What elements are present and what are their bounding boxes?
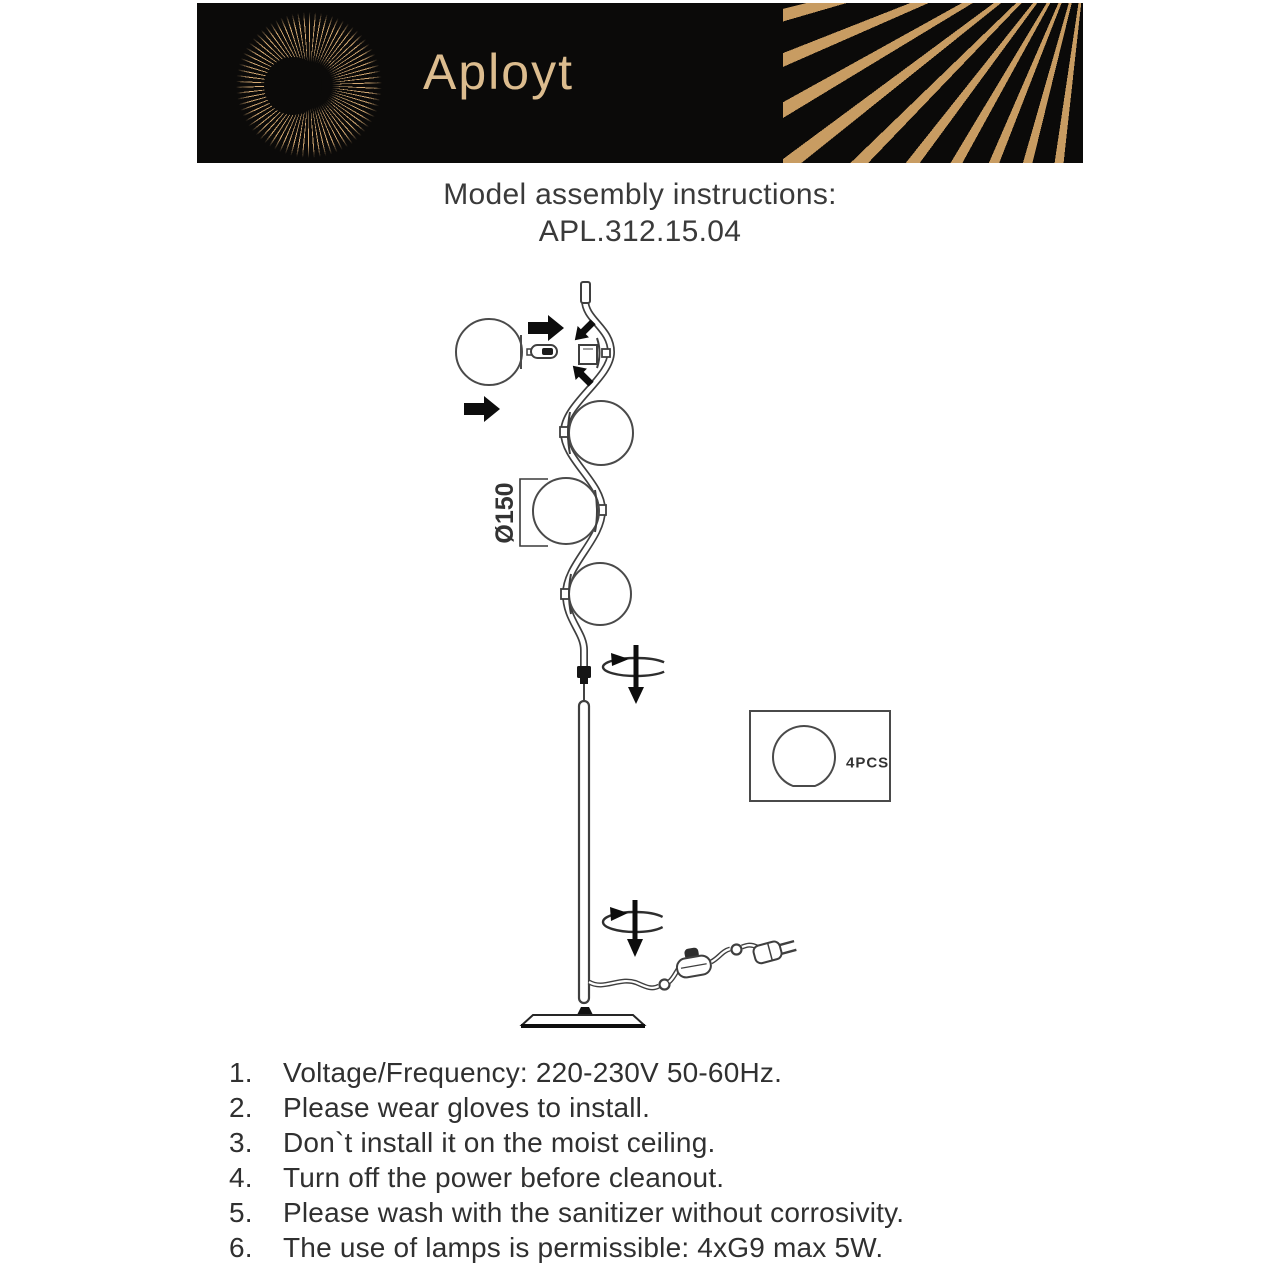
instruction-list	[229, 1055, 904, 1265]
pole-top-tube	[581, 282, 590, 303]
install-arrow-right-lower	[464, 396, 500, 422]
pole-connector	[577, 666, 591, 700]
page-title: Model assembly instructions:	[443, 178, 837, 211]
cord-knot-1	[660, 980, 670, 990]
brand-logo-text: Aployt	[423, 44, 574, 100]
instruction-item	[229, 1090, 904, 1125]
lamp-tube	[579, 701, 589, 1003]
parts-globe	[773, 726, 835, 786]
item-number: 6.	[229, 1232, 253, 1263]
item-text: Don`t install it on the moist ceiling.	[283, 1127, 716, 1158]
rotation-arrow-lower	[603, 900, 667, 957]
dimension-label: Ø150	[491, 482, 519, 544]
model-number: APL.312.15.04	[538, 215, 742, 248]
parts-box	[750, 711, 890, 801]
lamp-base	[521, 1007, 645, 1026]
power-cord	[589, 945, 757, 990]
parts-count-label: 4PCS	[846, 754, 890, 772]
item-number: 2.	[229, 1092, 253, 1123]
cord-knot-2	[732, 945, 742, 955]
instruction-item	[229, 1195, 904, 1230]
install-arrow-right-upper	[528, 315, 564, 341]
rotation-arrow-upper	[603, 645, 669, 704]
detached-globe	[456, 319, 522, 385]
item-number: 5.	[229, 1197, 253, 1228]
instruction-item	[229, 1125, 904, 1160]
item-text: Voltage/Frequency: 220-230V 50-60Hz.	[283, 1057, 783, 1088]
instruction-item	[229, 1230, 904, 1265]
instruction-item	[229, 1055, 904, 1090]
instruction-item	[229, 1160, 904, 1195]
power-plug	[752, 936, 797, 964]
item-text: Please wash with the sanitizer without corrosivity.	[283, 1197, 905, 1228]
item-text: The use of lamps is permissible: 4xG9 max 5W.	[283, 1232, 884, 1263]
item-number: 3.	[229, 1127, 253, 1158]
item-text: Please wear gloves to install.	[283, 1092, 651, 1123]
item-text: Turn off the power before cleanout.	[283, 1162, 725, 1193]
g9-bulb-icon	[527, 345, 557, 358]
item-number: 1.	[229, 1057, 253, 1088]
cord-switch	[674, 945, 712, 978]
item-number: 4.	[229, 1162, 253, 1193]
